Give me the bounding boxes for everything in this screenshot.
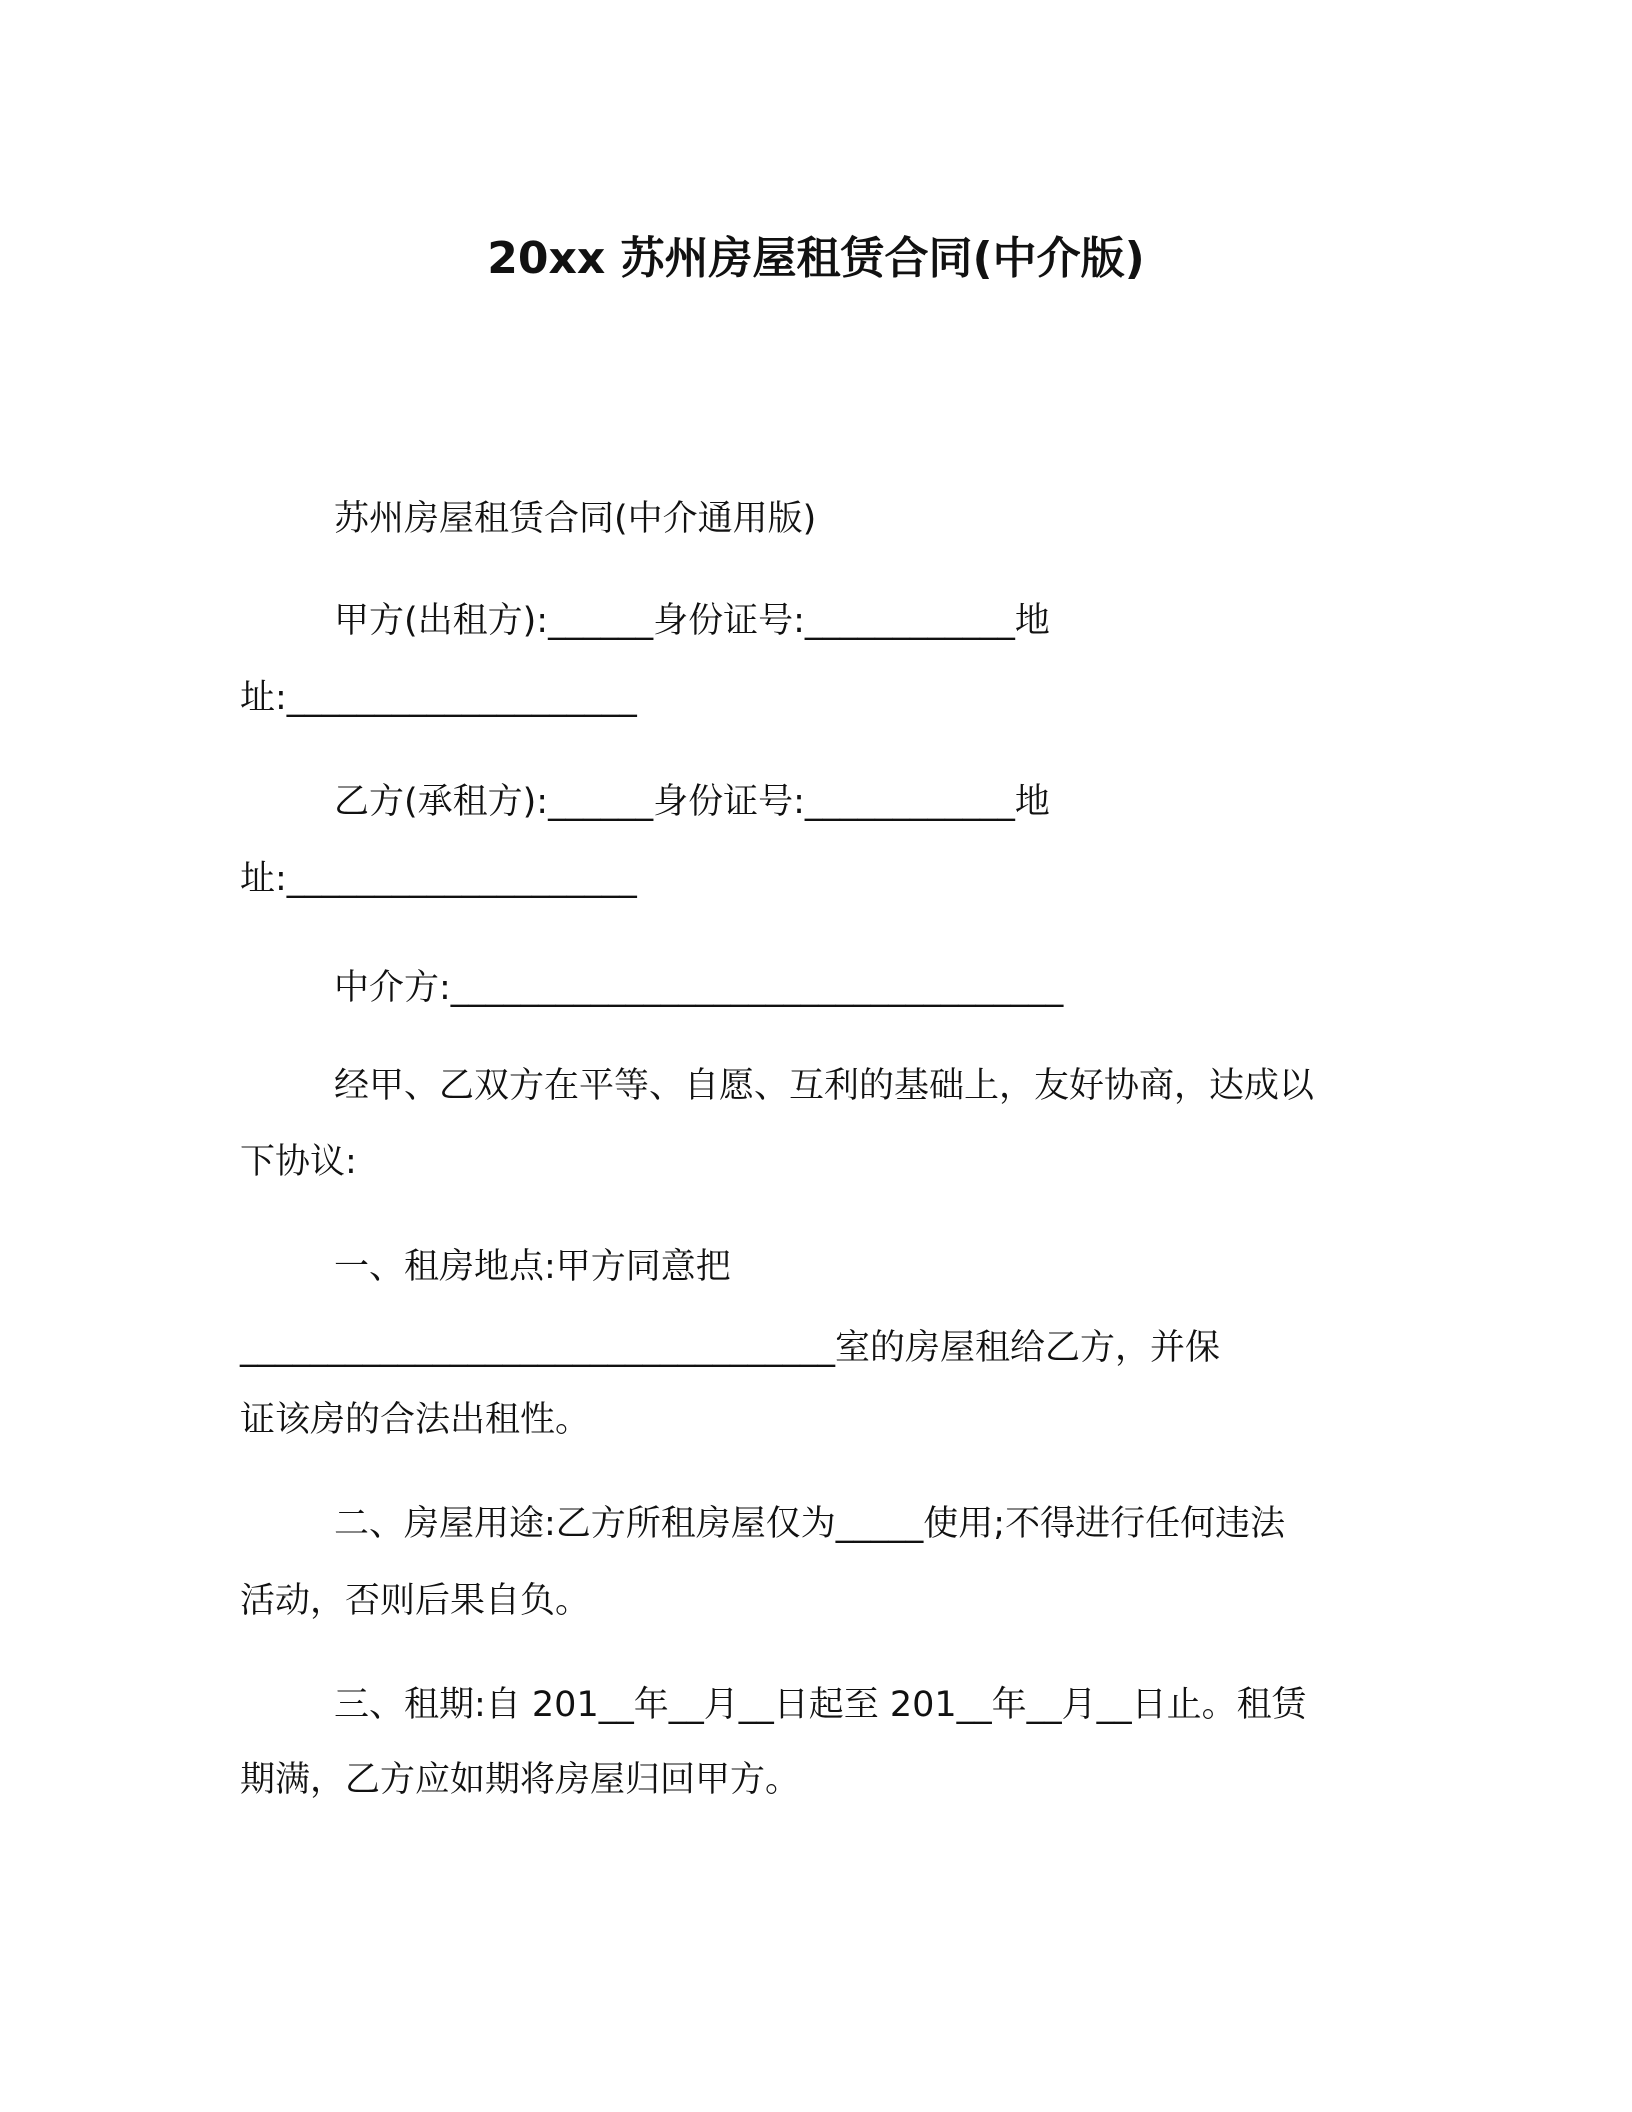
clause-1-line-2: __________________________________室的房屋租给乙方，并保 [240, 1328, 1221, 1368]
clause-1-line-3: 证该房的合法出租性。 [240, 1400, 591, 1440]
clause-2-line-1: 二、房屋用途:乙方所租房屋仅为_____使用;不得进行任何违法 [334, 1504, 1286, 1544]
party-a-line-2: 址:____________________ [240, 678, 637, 718]
clause-2-line-2: 活动，否则后果自负。 [240, 1581, 591, 1621]
document-title: 20xx 苏州房屋租赁合同(中介版) [487, 233, 1145, 284]
clause-3-line-1: 三、租期:自 201__年__月__日起至 201__年__月__日止。租赁 [334, 1685, 1307, 1725]
agent-line: 中介方:___________________________________ [334, 968, 1064, 1008]
preamble-line-2: 下协议: [240, 1142, 357, 1182]
party-b-line-1: 乙方(承租方):______身份证号:____________地 [334, 782, 1050, 822]
contract-subtitle: 苏州房屋租赁合同(中介通用版) [334, 499, 817, 539]
clause-3-line-2: 期满，乙方应如期将房屋归回甲方。 [240, 1760, 801, 1800]
party-a-line-1: 甲方(出租方):______身份证号:____________地 [334, 601, 1050, 641]
preamble-line-1: 经甲、乙双方在平等、自愿、互利的基础上，友好协商，达成以 [334, 1066, 1315, 1106]
clause-1-line-1: 一、租房地点:甲方同意把 [334, 1247, 731, 1287]
party-b-line-2: 址:____________________ [240, 859, 637, 899]
